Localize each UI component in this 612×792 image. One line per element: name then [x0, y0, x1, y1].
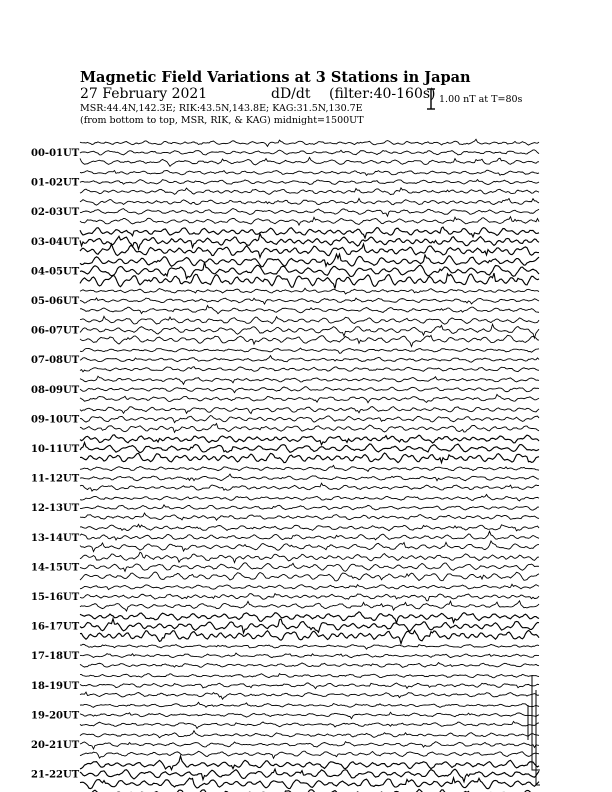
trace-kag-hour-19: [80, 702, 539, 707]
trace-rik-hour-3: [80, 234, 539, 250]
trace-rik-hour-15: [80, 594, 539, 601]
date-label: 27 February 2021: [80, 85, 208, 102]
trace-msr-hour-14: [80, 572, 539, 581]
trace-kag-hour-15: [80, 584, 539, 589]
trace-kag-hour-12: [80, 494, 539, 500]
trace-kag-hour-4: [80, 254, 539, 267]
trace-rik-hour-5: [80, 298, 539, 304]
hour-label: 06-07UT: [31, 325, 80, 337]
trace-rik-hour-11: [80, 474, 539, 481]
trace-rik-hour-9: [80, 415, 539, 422]
trace-rik-hour-20: [80, 742, 539, 749]
hour-label: 13-14UT: [31, 532, 80, 544]
trace-msr-hour-17: [80, 663, 539, 668]
hour-label: 04-05UT: [31, 266, 80, 278]
trace-kag-hour-0: [80, 139, 539, 146]
stations-label: MSR:44.4N,142.3E; RIK:43.5N,143.8E; KAG:31.5N,130.7E: [80, 102, 363, 114]
trace-msr-hour-12: [80, 513, 539, 520]
trace-msr-hour-6: [80, 335, 539, 346]
hour-label: 12-13UT: [31, 503, 80, 515]
hour-label: 05-06UT: [31, 296, 80, 307]
trace-rik-hour-18: [80, 683, 539, 689]
hour-label: 20-21UT: [31, 740, 80, 751]
trace-rik-hour-2: [80, 209, 539, 217]
trace-kag-hour-20: [80, 731, 539, 738]
hour-label: 07-08UT: [31, 355, 80, 367]
trace-kag-hour-1: [80, 170, 539, 175]
trace-msr-hour-16: [80, 630, 539, 643]
trace-msr-hour-0: [80, 157, 539, 166]
hour-label: 14-15UT: [31, 562, 80, 574]
trace-msr-hour-5: [80, 306, 539, 314]
trace-rik-hour-13: [80, 531, 539, 540]
trace-rik-hour-19: [80, 712, 539, 718]
trace-rik-hour-21: [80, 769, 539, 782]
trace-kag-hour-17: [80, 644, 539, 649]
trace-kag-hour-8: [80, 376, 539, 384]
hour-label: 02-03UT: [31, 207, 80, 219]
trace-kag-hour-13: [80, 524, 539, 530]
trace-end-excursion: [528, 675, 540, 785]
hour-label: 15-16UT: [31, 592, 80, 603]
order-note: (from bottom to top, MSR, RIK, & KAG) midnight=1500UT: [80, 115, 364, 126]
trace-msr-hour-15: [80, 601, 539, 611]
trace-kag-hour-3: [80, 227, 539, 238]
trace-rik-hour-14: [80, 563, 539, 572]
hour-label: 08-09UT: [31, 384, 80, 396]
trace-rik-hour-10: [80, 443, 539, 453]
trace-msr-hour-8: [80, 394, 539, 402]
trace-kag-hour-14: [80, 552, 539, 562]
hour-label: 18-19UT: [31, 680, 80, 692]
trace-msr-hour-1: [80, 188, 539, 195]
trace-rik-hour-7: [80, 356, 539, 362]
trace-rik-hour-8: [80, 387, 539, 393]
trace-kag-hour-2: [80, 198, 539, 205]
hour-label: 11-12UT: [31, 473, 80, 485]
trace-kag-hour-9: [80, 407, 539, 414]
trace-msr-hour-4: [80, 273, 539, 289]
hour-label: 03-04UT: [31, 236, 80, 248]
hour-label: 21-22UT: [31, 769, 80, 781]
trace-msr-hour-21: [80, 778, 539, 789]
trace-rik-hour-17: [80, 653, 539, 658]
trace-kag-hour-11: [80, 465, 539, 471]
trace-msr-hour-3: [80, 244, 539, 257]
hour-label: 16-17UT: [31, 621, 80, 633]
trace-msr-hour-20: [80, 751, 539, 758]
trace-msr-hour-10: [80, 453, 539, 463]
trace-rik-hour-12: [80, 505, 539, 510]
trace-msr-hour-19: [80, 721, 539, 728]
trace-rik-hour-1: [80, 180, 539, 185]
chart-title: Magnetic Field Variations at 3 Stations in Japan: [80, 69, 471, 86]
trace-msr-hour-2: [80, 217, 539, 225]
trace-rik-hour-16: [80, 619, 539, 633]
trace-msr-hour-18: [80, 692, 539, 699]
trace-kag-hour-5: [80, 288, 539, 294]
trace-msr-hour-9: [80, 424, 539, 433]
trace-msr-hour-11: [80, 483, 539, 491]
trace-rik-hour-0: [80, 150, 539, 155]
trace-rik-hour-6: [80, 324, 539, 338]
trace-kag-hour-10: [80, 435, 539, 445]
hour-label: 19-20UT: [31, 710, 80, 722]
trace-msr-hour-7: [80, 367, 539, 372]
hour-label: 10-11UT: [31, 444, 80, 455]
hour-label: 00-01UT: [31, 148, 80, 159]
scale-label: 1.00 nT at T=80s: [439, 94, 523, 105]
quantity-label: dD/dt: [271, 85, 311, 102]
hour-label: 17-18UT: [31, 651, 80, 663]
hour-label: 01-02UT: [31, 177, 80, 189]
filter-label: (filter:40-160s): [329, 85, 436, 102]
trace-msr-hour-13: [80, 541, 539, 552]
trace-kag-hour-18: [80, 674, 539, 678]
hour-label: 09-10UT: [31, 414, 80, 426]
trace-kag-hour-7: [80, 348, 539, 353]
trace-kag-hour-6: [80, 316, 539, 324]
trace-kag-hour-21: [80, 756, 539, 770]
trace-kag-hour-16: [80, 612, 539, 623]
